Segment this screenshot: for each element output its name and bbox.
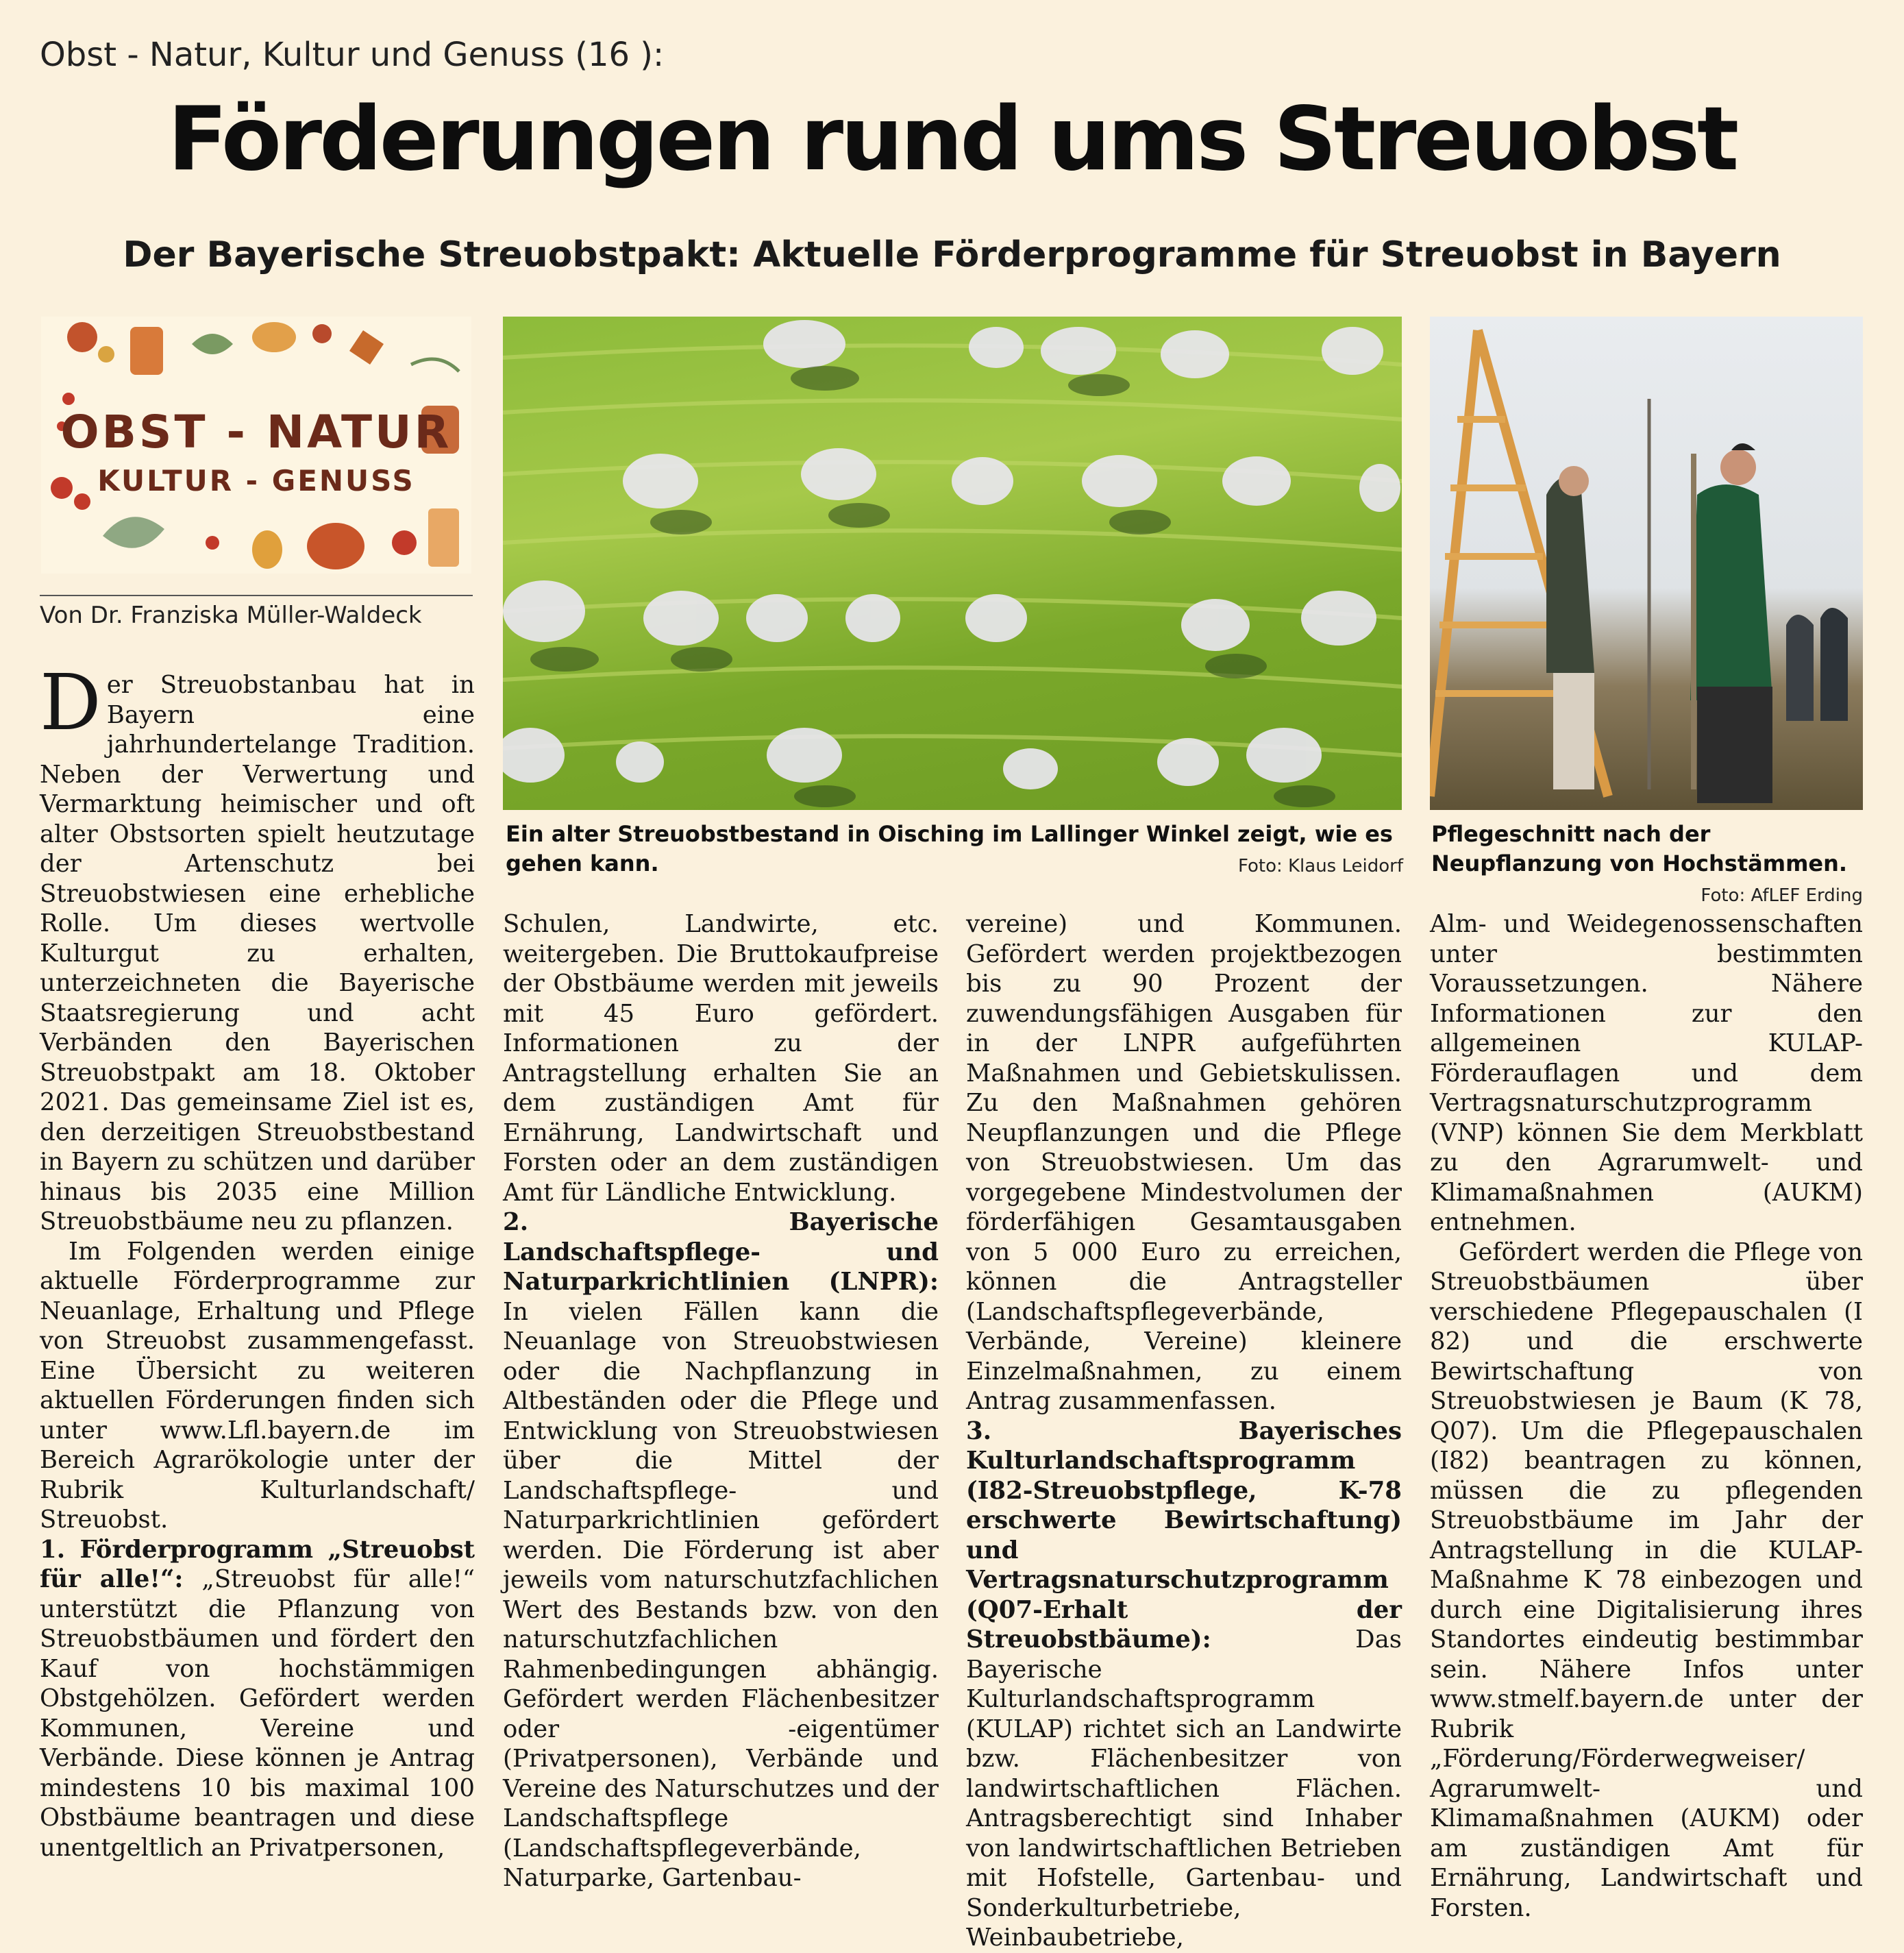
subheadline: Der Bayerische Streuobstpakt: Aktuelle Förderprogramme für Streuobst in Bayern: [123, 234, 1781, 275]
kicker: Obst - Natur, Kultur und Genuss (16 ):: [40, 36, 665, 74]
section-heading-2: 2. Bayerische Landschaftspflege- und Naturparkrichtlinien (LNPR):: [503, 1208, 939, 1296]
orchard-photo-illustration: [503, 317, 1402, 810]
byline-divider: [40, 595, 473, 596]
side-photo-caption-text: Pflegeschnitt nach der Neupflanzung von Hochstämmen.: [1431, 821, 1848, 877]
paragraph: vereine) und Kommunen. Gefördert werden projektbezogen bis zu 90 Prozent der zuwendungsfähigen Ausgaben für in der LNPR aufgeführten Maßnahmen und Gebietskulissen. Zu den Maßnahmen gehören Neupflanzungen und die Pflege von Streuobstwiesen. Um das vorgegebene Mindestvolumen der förderfähigen Gesamtausgaben von 5 000 Euro zu erreichen, können die Antragsteller (Landschaftspflegeverbände, Verbände, Vereine) kleinere Einzelmaßnahmen, zu einem Antrag zusammenfassen.: [966, 910, 1402, 1415]
paragraph: Gefördert werden die Pflege von Streuobstbäumen über verschiedene Pflegepauschalen (I 82) und die erschwerte Bewirtschaftung von Streuobstwiesen je Baum (K 78, Q07). Um die Pflegepauschalen (I82) beantragen zu können, müssen die zu pflegenden Streuobstbäume im Jahr der Antragstellung in die KULAP-Maßnahme K 78 einbezogen und durch eine Digitalisierung ihres Standortes eindeutig bestimmbar sein. Nähere Infos unter www.stmelf.bayern.de unter der Rubrik „Förderung/Förderwegweiser/ Agrarumwelt- und Klimamaßnahmen (AUKM) oder am zuständigen Amt für Ernährung, Landwirtschaft und Forsten.: [1430, 1238, 1863, 1922]
paragraph: In vielen Fällen kann die Neuanlage von Streuobstwiesen oder die Nachpflanzung in Altbeständen oder die Pflege und Entwicklung von Streuobstwiesen über die Mittel der Landschaftspflege- und Naturparkrichtlinien gefördert werden. Die Förderung ist aber jeweils vom naturschutzfachlichen Wert des Bestands bzw. von den naturschutzfachlichen Rahmenbedingungen abhängig. Gefördert werden Flächenbesitzer oder -eigentümer (Privatpersonen), Verbände und Vereine des Naturschutzes und der Landschaftspflege (Landschaftspflegeverbände, Naturparke, Gartenbau-: [503, 1297, 939, 1892]
article-column-3: [966, 909, 1402, 1953]
logo-subtitle: KULTUR - GENUSS: [97, 464, 415, 498]
main-photo-credit: Foto: Klaus Leidorf: [1237, 856, 1403, 877]
pruning-photo-illustration: [1430, 317, 1863, 810]
main-photo-caption: [506, 820, 1403, 879]
section-heading-3: 3. Bayerisches Kulturlandschaftsprogramm (I82-Streuobstpflege, K-78 erschwerte Bewirtschaftung) und Vertragsnaturschutzprogramm (Q07-Erhalt der Streuobstbäume):: [966, 1416, 1402, 1654]
paragraph: Das Bayerische Kulturlandschaftsprogramm (KULAP) richtet sich an Landwirte bzw. Flächenbesitzer von landwirtschaftlichen Flächen. Antragsberechtigt sind Inhaber von landwirtschaftlichen Betrieben mit Hofstelle, Gartenbau- und Sonderkulturbetriebe, Weinbaubetriebe,: [966, 1625, 1402, 1952]
article-column-4: [1430, 909, 1863, 1923]
paragraph: Im Folgenden werden einige aktuelle Förderprogramme zur Neuanlage, Erhaltung und Pflege von Streuobst zusammengefasst. Eine Übersicht zu weiteren aktuellen Förderungen finden sich unter www.Lfl.bayern.de im Bereich Agrarökologie unter der Rubrik Kulturlandschaft/ Streuobst.: [40, 1237, 475, 1534]
paragraph: er Streuobstanbau hat in Bayern eine jahrhundertelange Tradition. Neben der Verwertung und Vermarktung heimischer und oft alter Obstsorten spielt heutzutage der Artenschutz bei Streuobstwiesen eine erhebliche Rolle. Um dieses wertvolle Kulturgut zu erhalten, unterzeichneten die Bayerische Staatsregierung und acht Verbänden den Bayerischen Streuobstpakt am 18. Oktober 2021. Das gemeinsame Ziel ist es, den derzeitigen Streuobstbestand in Bayern zu schützen und darüber hinaus bis 2035 eine Million Streuobstbäume neu zu pflanzen.: [40, 671, 475, 1236]
byline: Von Dr. Franziska Müller-Waldeck: [40, 602, 422, 629]
paragraph: Schulen, Landwirte, etc. weitergeben. Die Bruttokaufpreise der Obstbäume werden mit jeweils mit 45 Euro gefördert. Informationen zu der Antragstellung erhalten Sie an dem zuständigen Amt für Ernährung, Landwirtschaft und Forsten oder an dem zuständigen Amt für Ländliche Entwicklung.: [503, 910, 939, 1207]
article-column-1: [40, 659, 475, 1863]
logo-title: OBST - NATUR: [60, 406, 452, 458]
paragraph: Alm- und Weidegenossenschaften unter bestimmten Voraussetzungen. Nähere Informationen zur den allgemeinen KULAP-Förderauflagen und dem Vertragsnaturschutzprogramm (VNP) können Sie dem Merkblatt zu den Agrarumwelt- und Klimamaßnahmen (AUKM) entnehmen.: [1430, 910, 1863, 1236]
series-logo: [41, 317, 471, 574]
drop-cap: D: [40, 659, 101, 748]
paragraph: „Streuobst für alle!“ unterstützt die Pflanzung von Streuobstbäumen und fördert den Kauf von hochstämmigen Obstgehölzen. Gefördert werden Kommunen, Vereine und Verbände. Diese können je Antrag mindestens 10 bis maximal 100 Obstbäume beantragen und diese unentgeltlich an Privatpersonen,: [40, 1565, 475, 1862]
side-photo-credit: Foto: AfLEF Erding: [1701, 885, 1863, 907]
article-column-2: [503, 909, 939, 1893]
pruning-photo: [1430, 317, 1863, 810]
orchard-aerial-photo: [503, 317, 1402, 810]
side-photo-caption: [1431, 820, 1863, 908]
main-photo-caption-text: Ein alter Streuobstbestand in Oisching im Lallinger Winkel zeigt, wie es gehen kann.: [506, 821, 1393, 877]
headline: Förderungen rund ums Streuobst: [167, 88, 1737, 191]
section-heading-1: 1. Förderprogramm „Streuobst für alle!“:: [40, 1535, 475, 1593]
